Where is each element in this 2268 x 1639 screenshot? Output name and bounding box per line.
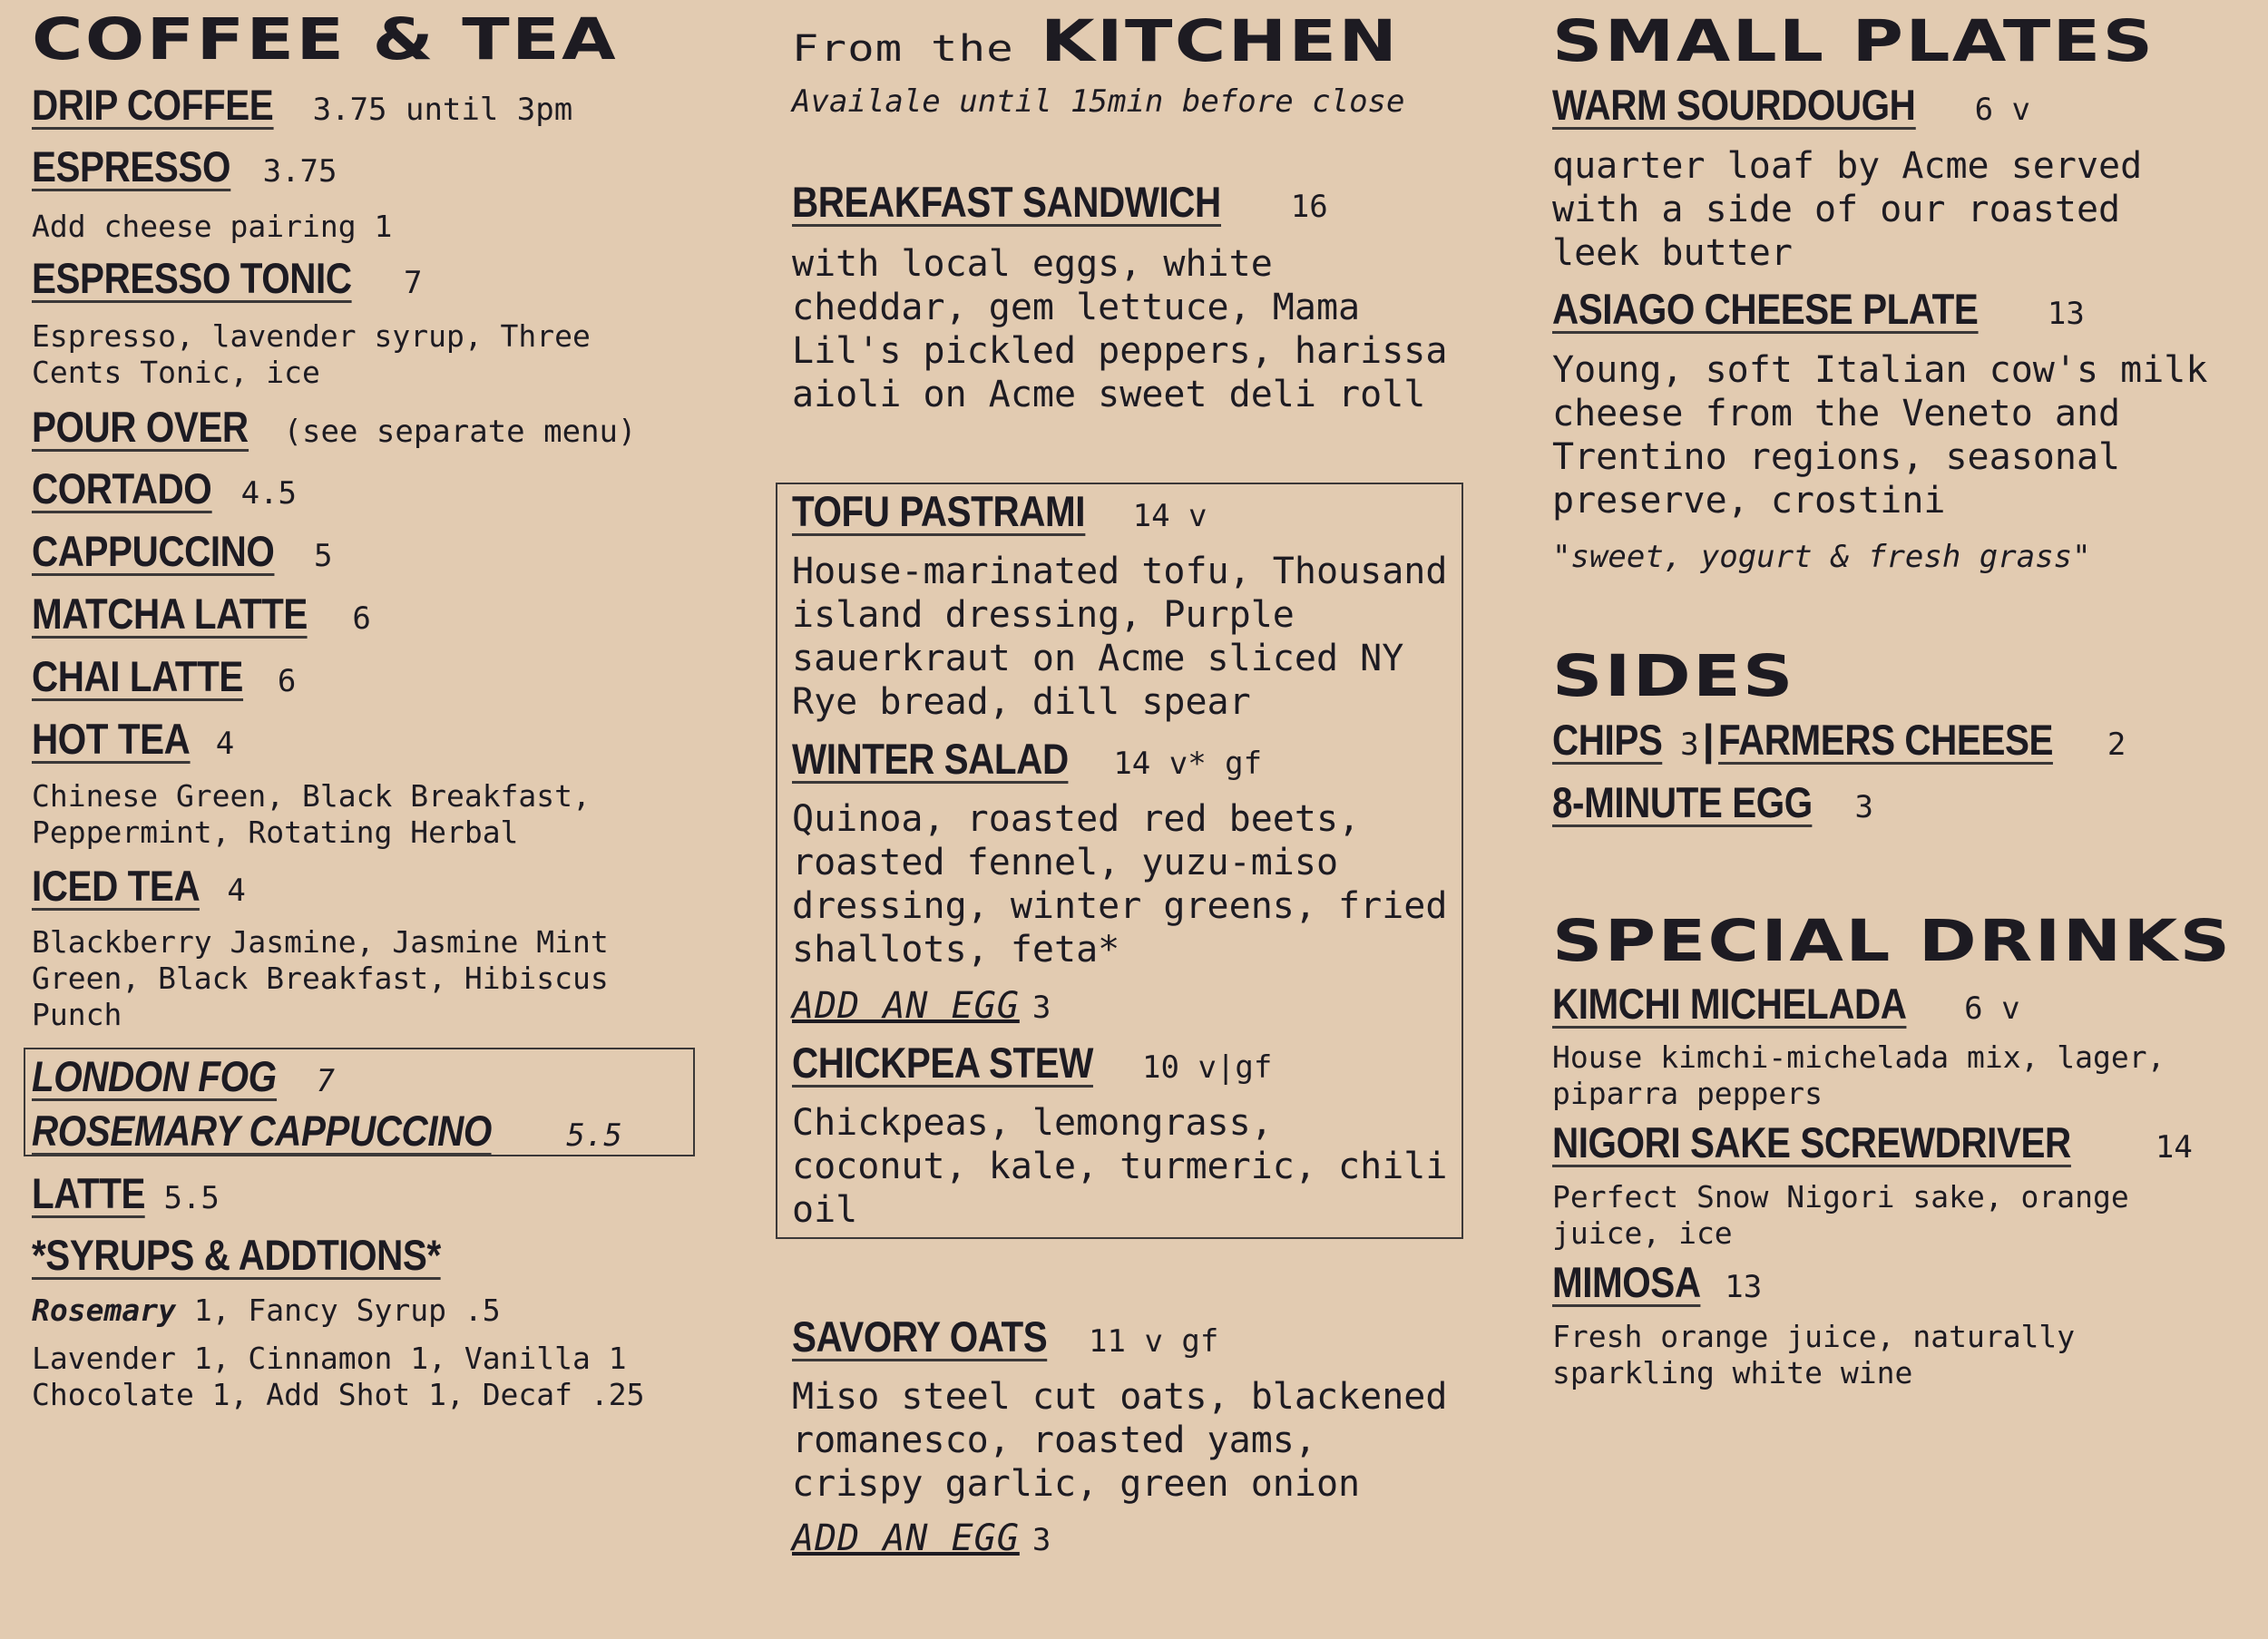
- menu-item-hot-tea[interactable]: [32, 717, 234, 764]
- coffee-tea-heading: COFFEE & TEA: [32, 6, 619, 73]
- menu-item-iced-tea[interactable]: [32, 864, 246, 911]
- item-name: LATTE: [32, 1169, 146, 1217]
- item-price: 4.5: [240, 475, 298, 512]
- item-price: 6: [277, 663, 297, 699]
- item-name: CHICKPEA STEW: [792, 1039, 1094, 1087]
- item-price: (see separate menu): [283, 414, 637, 450]
- item-price: 3.75 until 3pm: [312, 92, 573, 128]
- item-description: Quinoa, roasted red beets, roasted fennel, yuzu-miso dressing, winter greens, fried shallots, feta*: [792, 798, 1448, 971]
- menu-item-latte[interactable]: [32, 1169, 220, 1218]
- item-name: HOT TEA: [32, 715, 191, 763]
- item-name: FARMERS CHEESE: [1717, 716, 2053, 764]
- item-price: 14 v: [1132, 498, 1207, 534]
- rosemary-syrup-label: Rosemary: [32, 1293, 176, 1328]
- item-description: Espresso, lavender syrup, Three Cents Tonic, ice: [32, 318, 591, 390]
- add-egg-price: 3: [1031, 990, 1051, 1026]
- syrup-line: [32, 1293, 501, 1328]
- tasting-note: "sweet, yogurt & fresh grass": [1552, 539, 2091, 575]
- item-description: Chickpeas, lemongrass, coconut, kale, turmeric, chili oil: [792, 1102, 1448, 1231]
- sides-divider: |: [1702, 716, 1715, 764]
- item-price: 11 v gf: [1089, 1323, 1219, 1360]
- item-name: POUR OVER: [32, 403, 249, 451]
- item-price: 3: [1680, 727, 1699, 763]
- add-egg-label: ADD AN EGG: [792, 985, 1020, 1027]
- menu-item-warm-sourdough[interactable]: [1552, 83, 2030, 130]
- item-price: 6 v: [1964, 990, 2020, 1027]
- item-name: MIMOSA: [1552, 1258, 1701, 1306]
- item-name: CORTADO: [32, 464, 212, 512]
- menu-item-cappuccino[interactable]: [32, 527, 333, 576]
- add-egg-option[interactable]: [792, 1517, 1051, 1559]
- item-price: 6: [352, 600, 371, 637]
- item-description: quarter loaf by Acme served with a side of our roasted leek butter: [1552, 145, 2143, 274]
- menu-item-london-fog[interactable]: [32, 1052, 336, 1101]
- item-name: 8-MINUTE EGG: [1552, 778, 1813, 826]
- menu-item-espresso[interactable]: [32, 142, 337, 191]
- menu-item-kimchi-michelada[interactable]: [1552, 982, 2020, 1029]
- item-price: 10 v|gf: [1142, 1049, 1273, 1086]
- item-name: CAPPUCCINO: [32, 527, 275, 575]
- menu-item-pour-over[interactable]: [32, 405, 636, 452]
- menu-item-winter-salad[interactable]: [792, 737, 1262, 784]
- item-name: NIGORI SAKE SCREWDRIVER: [1552, 1118, 2071, 1166]
- item-name: BREAKFAST SANDWICH: [792, 178, 1221, 226]
- menu-item-savory-oats[interactable]: [792, 1312, 1219, 1361]
- add-egg-price: 3: [1031, 1522, 1051, 1558]
- kitchen-heading-title: KITCHEN: [1041, 8, 1400, 74]
- item-name: DRIP COFFEE: [32, 81, 274, 129]
- item-name: LONDON FOG: [32, 1052, 277, 1100]
- item-price: 16: [1290, 189, 1328, 225]
- item-name: MATCHA LATTE: [32, 590, 308, 638]
- item-description: Blackberry Jasmine, Jasmine Mint Green, Black Breakfast, Hibiscus Punch: [32, 924, 609, 1032]
- item-price: 3.75: [262, 153, 337, 190]
- item-name: WINTER SALAD: [792, 735, 1069, 783]
- item-name: ESPRESSO: [32, 142, 230, 190]
- add-egg-option[interactable]: [792, 985, 1051, 1027]
- item-name: *SYRUPS & ADDTIONS*: [32, 1231, 441, 1279]
- item-price: 3: [1854, 789, 1873, 825]
- sides-heading: SIDES: [1552, 643, 1795, 709]
- menu-item-chai-latte[interactable]: [32, 652, 297, 701]
- menu-item-asiago-cheese-plate[interactable]: [1552, 285, 2085, 334]
- item-price: 7: [404, 265, 423, 301]
- item-name: SAVORY OATS: [792, 1312, 1048, 1361]
- menu-item-mimosa[interactable]: [1552, 1258, 1763, 1307]
- menu-item-chickpea-stew[interactable]: [792, 1041, 1272, 1088]
- kitchen-heading: [792, 8, 1400, 74]
- item-price: 5: [313, 538, 333, 574]
- item-price: 5.5: [566, 1117, 622, 1154]
- item-name: CHIPS: [1552, 716, 1663, 764]
- item-price: 13: [2047, 296, 2085, 332]
- syrup-line-rest: 1, Fancy Syrup .5: [175, 1293, 501, 1328]
- menu-item-drip-coffee[interactable]: [32, 83, 572, 130]
- menu-item-tofu-pastrami[interactable]: [792, 487, 1207, 536]
- item-description: Add cheese pairing 1: [32, 209, 393, 244]
- menu-item-chips[interactable]: [1552, 716, 1703, 764]
- menu-item-espresso-tonic[interactable]: [32, 254, 423, 303]
- menu-item-rosemary-cappuccino[interactable]: [32, 1109, 622, 1156]
- sides-row: [1552, 718, 2126, 765]
- item-name: CHAI LATTE: [32, 652, 243, 700]
- item-description: Lavender 1, Cinnamon 1, Vanilla 1 Chocolate 1, Add Shot 1, Decaf .25: [32, 1341, 645, 1412]
- menu-item-8-minute-egg[interactable]: [1552, 778, 1873, 827]
- item-price: 4: [227, 873, 246, 909]
- item-description: Chinese Green, Black Breakfast, Peppermint, Rotating Herbal: [32, 778, 591, 850]
- menu-item-matcha-latte[interactable]: [32, 592, 371, 639]
- small-plates-heading: SMALL PLATES: [1552, 8, 2156, 74]
- menu-item-breakfast-sandwich[interactable]: [792, 180, 1328, 227]
- kitchen-heading-lead: From the: [792, 28, 1014, 70]
- menu-item-nigori-sake-screwdriver[interactable]: [1552, 1118, 2193, 1167]
- item-name: KIMCHI MICHELADA: [1552, 980, 1907, 1028]
- item-description: Young, soft Italian cow's milk cheese from the Veneto and Trentino regions, seasonal preserve, crostini: [1552, 349, 2208, 522]
- item-description: Perfect Snow Nigori sake, orange juice, ice: [1552, 1179, 2129, 1251]
- item-price: 7: [316, 1063, 336, 1099]
- item-name: ASIAGO CHEESE PLATE: [1552, 285, 1979, 333]
- item-name: ICED TEA: [32, 862, 200, 910]
- item-price: 4: [215, 726, 235, 762]
- item-price: 5.5: [163, 1180, 220, 1216]
- item-name: ROSEMARY CAPPUCCINO: [32, 1107, 492, 1155]
- menu-item-farmers-cheese[interactable]: [1717, 716, 2126, 764]
- item-price: 14 v* gf: [1113, 746, 1263, 782]
- menu-item-syrups-additions[interactable]: [32, 1231, 507, 1280]
- item-name: WARM SOURDOUGH: [1552, 81, 1916, 129]
- menu-item-cortado[interactable]: [32, 464, 298, 513]
- item-description: Fresh orange juice, naturally sparkling white wine: [1552, 1319, 2076, 1390]
- item-description: with local eggs, white cheddar, gem lettuce, Mama Lil's pickled peppers, harissa aioli on Acme sweet deli roll: [792, 243, 1448, 415]
- item-description: House kimchi-michelada mix, lager, piparra peppers: [1552, 1039, 2165, 1111]
- kitchen-subtitle: Availale until 15min before close: [792, 83, 1405, 120]
- item-price: 6 v: [1974, 92, 2031, 128]
- item-name: TOFU PASTRAMI: [792, 487, 1086, 535]
- special-drinks-heading: SPECIAL DRINKS: [1552, 908, 2233, 974]
- item-description: House-marinated tofu, Thousand island dressing, Purple sauerkraut on Acme sliced NY Rye bread, dill spear: [792, 551, 1448, 723]
- item-price: 14: [2155, 1129, 2193, 1166]
- item-price: 2: [2107, 727, 2126, 763]
- item-name: ESPRESSO TONIC: [32, 254, 352, 302]
- add-egg-label: ADD AN EGG: [792, 1517, 1020, 1559]
- item-price: 13: [1725, 1269, 1763, 1305]
- item-description: Miso steel cut oats, blackened romanesco, roasted yams, crispy garlic, green onion: [792, 1376, 1448, 1505]
